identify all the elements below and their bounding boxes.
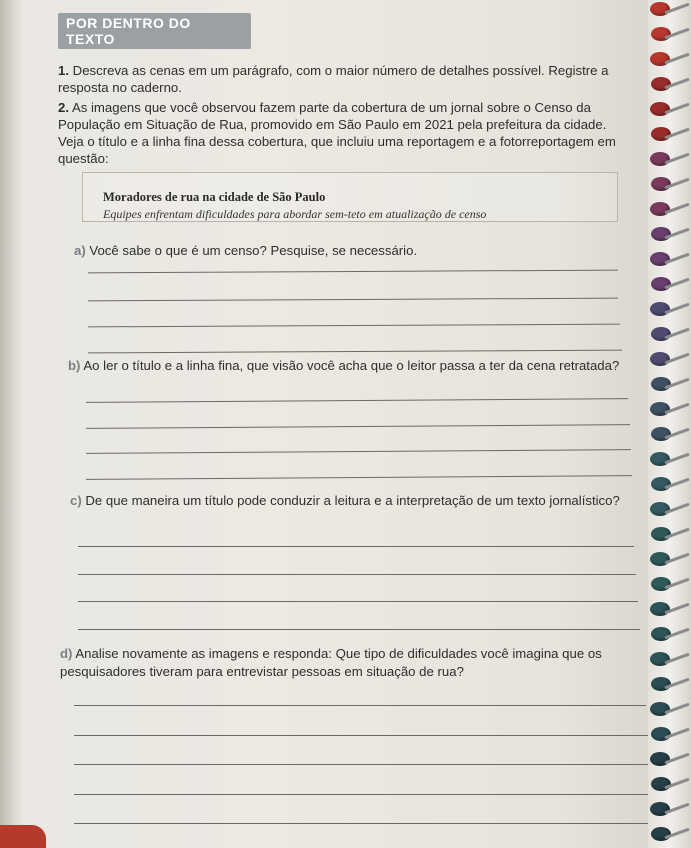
- answer-line[interactable]: [74, 823, 652, 824]
- news-title: Moradores de rua na cidade de São Paulo: [103, 190, 326, 204]
- binding-ring: [650, 2, 670, 16]
- question-2-text: As imagens que você observou fazem parte da cobertura de um jornal sobre o Censo da População em Situação de Rua, promovido em São Paulo em 2021 pela prefeitura da cidade. Veja o título e a linha fina dessa cobertura, que incluiu uma reportagem e a fotorreportagem em questão:: [58, 100, 616, 166]
- subquestion-b: [68, 357, 648, 375]
- answer-line[interactable]: [88, 270, 618, 274]
- news-subtitle: Equipes enfrentam dificuldades para abordar sem-teto em atualização de censo: [103, 207, 487, 221]
- binding-ring: [650, 302, 670, 316]
- binding-ring: [650, 802, 670, 816]
- spiral-binding: [648, 0, 691, 848]
- subquestion-d-text: Analise novamente as imagens e responda: Que tipo de dificuldades você imagina que os pesquisadores tiveram para entrevistar pessoas em situação de rua?: [60, 646, 602, 679]
- answer-line[interactable]: [86, 398, 628, 403]
- answer-line[interactable]: [78, 574, 636, 575]
- question-1-text: Descreva as cenas em um parágrafo, com o maior número de detalhes possível. Registre a resposta no caderno.: [58, 63, 609, 95]
- binding-ring: [650, 702, 670, 716]
- binding-ring: [650, 152, 670, 166]
- question-2: [58, 99, 633, 167]
- subquestion-c-text: De que maneira um título pode conduzir a leitura e a interpretação de um texto jornalístico?: [85, 493, 620, 508]
- answer-line[interactable]: [74, 705, 646, 706]
- subquestion-a-text: Você sabe o que é um censo? Pesquise, se necessário.: [89, 243, 418, 258]
- answer-line[interactable]: [88, 298, 618, 302]
- binding-ring: [650, 252, 670, 266]
- question-2-number: 2.: [58, 100, 69, 115]
- binding-ring: [650, 652, 670, 666]
- corner-color-tab: [0, 825, 46, 848]
- subquestion-b-letter: b): [68, 358, 81, 373]
- subquestion-a: [74, 242, 634, 260]
- answer-line[interactable]: [74, 794, 650, 795]
- subquestion-c-letter: c): [70, 493, 82, 508]
- question-1-number: 1.: [58, 63, 69, 78]
- subquestion-d: [60, 645, 650, 681]
- subquestion-b-text: Ao ler o título e a linha fina, que visão você acha que o leitor passa a ter da cena retratada?: [83, 358, 620, 373]
- answer-line[interactable]: [86, 424, 630, 429]
- binding-ring: [650, 502, 670, 516]
- binding-ring: [650, 602, 670, 616]
- answer-line[interactable]: [88, 350, 622, 354]
- answer-line[interactable]: [78, 601, 638, 602]
- subquestion-a-letter: a): [74, 243, 86, 258]
- binding-ring: [650, 352, 670, 366]
- news-headline-box: [82, 172, 618, 222]
- answer-line[interactable]: [86, 449, 631, 454]
- page-gutter-shadow: [0, 0, 22, 848]
- binding-ring: [650, 752, 670, 766]
- answer-line[interactable]: [86, 475, 632, 480]
- binding-ring: [650, 202, 670, 216]
- answer-line[interactable]: [78, 629, 640, 630]
- subquestion-d-letter: d): [60, 646, 73, 661]
- binding-ring: [650, 102, 670, 116]
- answer-line[interactable]: [88, 324, 620, 328]
- subquestion-c: [70, 492, 650, 510]
- binding-ring: [650, 452, 670, 466]
- question-1: [58, 62, 633, 96]
- section-title: POR DENTRO DO TEXTO: [58, 13, 251, 49]
- binding-ring: [650, 52, 670, 66]
- binding-ring: [650, 402, 670, 416]
- answer-line[interactable]: [74, 735, 648, 736]
- section-header: [58, 15, 253, 47]
- answer-line[interactable]: [74, 764, 649, 765]
- binding-ring: [650, 552, 670, 566]
- answer-line[interactable]: [78, 546, 634, 547]
